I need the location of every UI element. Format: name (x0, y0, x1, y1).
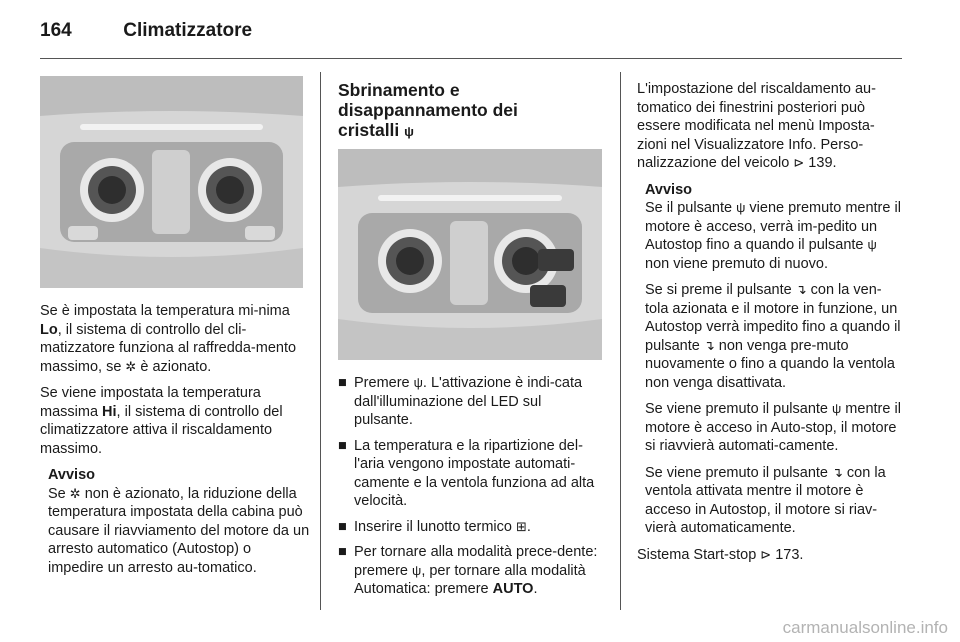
air-distribution-icon: ↴ (795, 282, 807, 297)
paragraph: Se è impostata la temperatura mi-nima Lo, il sistema di controllo del cli-matizzatore funziona al raffredda-mento massimo, se ✲ è azionato. (40, 303, 297, 375)
air-distribution-icon: ↴ (703, 337, 715, 353)
watermark: carmanualsonline.info (782, 618, 948, 637)
paragraph: L'impostazione del riscaldamento au-tomatico dei finestrini posteriori può essere modificata nel menù Imposta-zioni nel Visualizzatore Info. Perso-nalizzazione del veicolo ⊳ 139. (637, 81, 876, 171)
note-title: Avviso (645, 181, 693, 198)
column-divider (620, 72, 621, 610)
defrost-icon: ψ (412, 562, 422, 578)
bullet-icon: ■ (338, 544, 347, 560)
page-header (40, 20, 252, 42)
note-paragraph: Se il pulsante ψ viene premuto mentre il motore è acceso, verrà im-pedito un Autostop fino a quando il pulsante ψ non viene premuto di nuovo. (645, 200, 901, 272)
note-paragraph: Se viene premuto il pulsante ↴ con la ventola attivata mentre il motore è acceso in Autostop, il motore si riav-vierà automaticamente. (645, 464, 886, 536)
defrost-panel-illustration (338, 149, 602, 360)
rear-window-heater-icon: ⊞ (515, 518, 527, 534)
air-distribution-icon: ↴ (832, 464, 843, 480)
note-title: Avviso (48, 467, 96, 483)
defrost-icon: ψ (832, 401, 842, 416)
column-divider (320, 72, 321, 610)
bullet-icon: ■ (338, 437, 347, 454)
bullet-icon: ■ (338, 518, 347, 535)
bullet-list-container (338, 374, 604, 606)
snowflake-icon: ✲ (125, 358, 137, 374)
climate-panel-photo (40, 76, 303, 288)
defrost-icon: ψ (413, 375, 423, 390)
paragraph: Se viene impostata la temperatura massima Hi, il sistema di controllo del climatizzatore attiva il riscaldamento massimo. (40, 385, 283, 457)
page-reference-icon: ⊳ (793, 155, 805, 170)
defrost-icon: ψ (736, 200, 746, 215)
page-title: Climatizzatore (123, 20, 253, 41)
header-rule (40, 58, 902, 59)
snowflake-icon: ✲ (69, 485, 81, 501)
bullet-list (338, 374, 604, 599)
note-box (637, 181, 903, 538)
page-reference-icon: ⊳ (760, 546, 772, 562)
defrost-icon: ψ (867, 237, 877, 252)
column-3 (637, 80, 903, 572)
defrost-panel-photo (338, 149, 602, 360)
bullet-icon: ■ (338, 375, 347, 391)
section-heading: Sbrinamento e disappannamento dei cristalli ψ (338, 80, 518, 140)
list-item: ■ Premere ψ. L'attivazione è indi-cata dall'illuminazione del LED sul pulsante. (338, 375, 583, 428)
defrost-icon: ψ (404, 124, 414, 139)
list-item: ■ Per tornare alla modalità prece-dente: premere ψ, per tornare alla modalità Automatica: premere AUTO. (338, 544, 598, 597)
paragraph: Sistema Start-stop ⊳ 173. (637, 546, 804, 563)
note-paragraph: Se viene premuto il pulsante ψ mentre il motore è acceso in Auto-stop, il motore si riavvierà automati-camente. (645, 401, 901, 454)
list-item: ■ La temperatura e la ripartizione del-l'aria vengono impostate automati-camente e la ventola funziona ad alta velocità. (338, 437, 595, 509)
climate-panel-illustration (40, 76, 303, 288)
column-2 (338, 80, 608, 142)
list-item: ■ Inserire il lunotto termico ⊞. (338, 518, 531, 535)
note-box: Avviso Se ✲ non è azionato, la riduzione della temperatura impostata della cabina può causare il riavviamento del motore da un arresto automatico (Autostop) o impedire un arresto au-tomatico. (48, 467, 310, 576)
column-1 (40, 302, 310, 577)
note-paragraph: Se si preme il pulsante ↴ con la ven-tola azionata e il motore in funzione, un Autostop verrà impedito fino a quando il pulsante ↴ non venga pre-muto nuovamente o fino a quando la ventola non venga disattivata. (645, 282, 901, 391)
page-number: 164 (40, 20, 72, 41)
